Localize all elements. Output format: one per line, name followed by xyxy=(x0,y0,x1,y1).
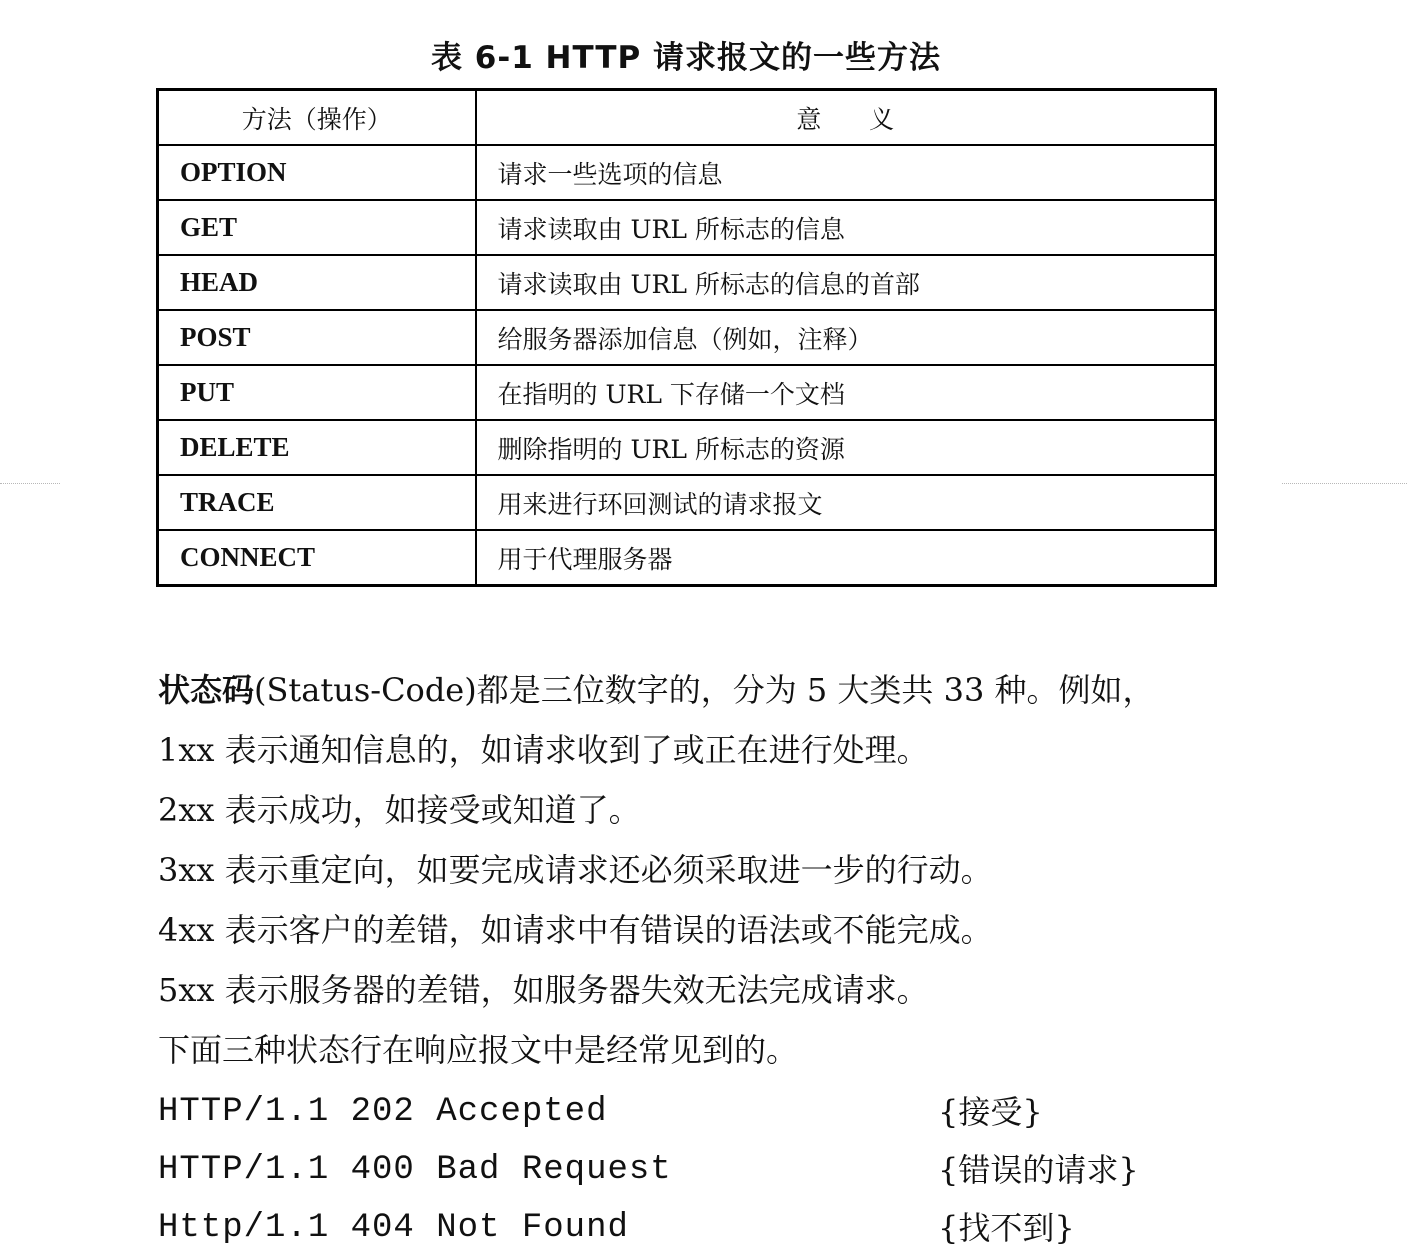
table-row xyxy=(158,530,1216,586)
meaning-cell: 用于代理服务器 xyxy=(476,530,1216,586)
page-divider-left xyxy=(0,483,60,484)
method-cell: DELETE xyxy=(158,420,476,475)
method-cell: CONNECT xyxy=(158,530,476,586)
status-code-explanation xyxy=(158,660,1388,1080)
http-methods-table xyxy=(156,88,1217,587)
status-line-note: {接受} xyxy=(938,1093,1043,1131)
meaning-cell: 用来进行环回测试的请求报文 xyxy=(476,475,1216,530)
intro-paragraph xyxy=(158,660,1388,720)
common-status-lines-intro: 下面三种状态行在响应报文中是经常见到的。 xyxy=(158,1031,799,1069)
status-line xyxy=(158,1083,1388,1141)
intro-text: (Status-Code)都是三位数字的，分为 5 大类共 33 种。例如， xyxy=(254,671,1155,709)
status-line xyxy=(158,1141,1388,1199)
table-row xyxy=(158,310,1216,365)
status-class-1xx: 1xx 表示通知信息的，如请求收到了或正在进行处理。 xyxy=(158,731,929,769)
meaning-cell: 请求一些选项的信息 xyxy=(476,145,1216,200)
status-line-note: {找不到} xyxy=(938,1209,1075,1247)
method-cell: PUT xyxy=(158,365,476,420)
meaning-cell: 请求读取由 URL 所标志的信息 xyxy=(476,200,1216,255)
meaning-cell: 删除指明的 URL 所标志的资源 xyxy=(476,420,1216,475)
method-cell: POST xyxy=(158,310,476,365)
status-line-examples xyxy=(158,1083,1388,1257)
status-line-code: HTTP/1.1 400 Bad Request xyxy=(158,1151,672,1189)
table-row xyxy=(158,200,1216,255)
status-line-code: HTTP/1.1 202 Accepted xyxy=(158,1093,608,1131)
table-row xyxy=(158,255,1216,310)
method-cell: TRACE xyxy=(158,475,476,530)
table-row xyxy=(158,145,1216,200)
method-cell: GET xyxy=(158,200,476,255)
status-code-term: 状态码 xyxy=(158,671,255,709)
status-line xyxy=(158,1199,1388,1257)
table-row xyxy=(158,365,1216,420)
table-header-row xyxy=(158,90,1216,146)
status-class-3xx: 3xx 表示重定向，如要完成请求还必须采取进一步的行动。 xyxy=(158,851,993,889)
status-line-note: {错误的请求} xyxy=(938,1151,1139,1189)
header-meaning: 意 义 xyxy=(476,90,1216,146)
method-cell: HEAD xyxy=(158,255,476,310)
method-cell: OPTION xyxy=(158,145,476,200)
meaning-cell: 在指明的 URL 下存储一个文档 xyxy=(476,365,1216,420)
meaning-cell: 请求读取由 URL 所标志的信息的首部 xyxy=(476,255,1216,310)
header-method: 方法（操作） xyxy=(158,90,476,146)
status-class-5xx: 5xx 表示服务器的差错，如服务器失效无法完成请求。 xyxy=(158,971,929,1009)
status-class-4xx: 4xx 表示客户的差错，如请求中有错误的语法或不能完成。 xyxy=(158,911,993,949)
page-divider-right xyxy=(1282,483,1407,484)
table-row xyxy=(158,475,1216,530)
status-line-code: Http/1.1 404 Not Found xyxy=(158,1209,629,1247)
status-class-2xx: 2xx 表示成功，如接受或知道了。 xyxy=(158,791,641,829)
table-row xyxy=(158,420,1216,475)
meaning-cell: 给服务器添加信息（例如，注释） xyxy=(476,310,1216,365)
table-caption: 表 6-1 HTTP 请求报文的一些方法 xyxy=(430,40,942,76)
